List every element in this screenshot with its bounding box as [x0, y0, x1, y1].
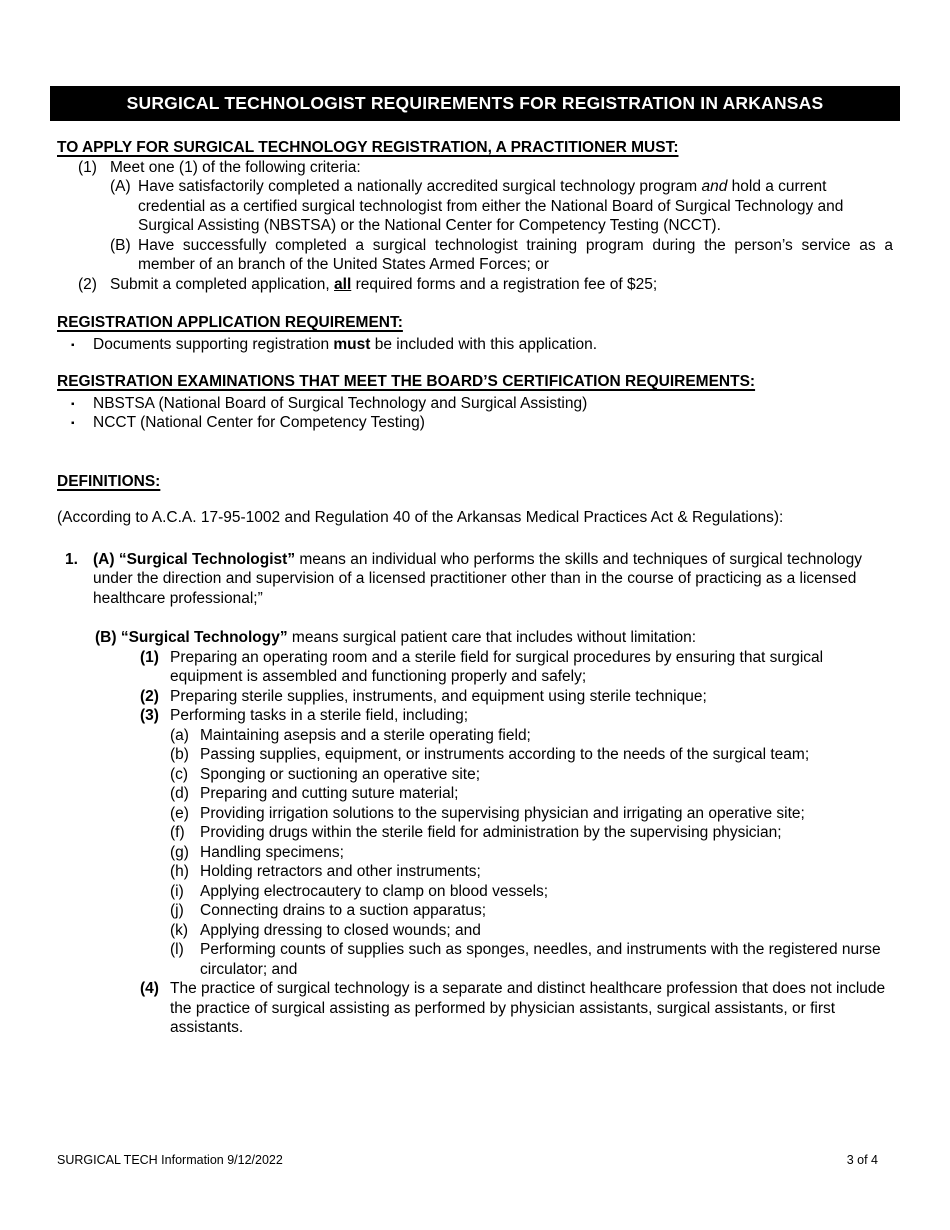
bullet-icon: ▪ [71, 418, 75, 429]
item-label: (d) [170, 785, 189, 802]
item-text: Connecting drains to a suction apparatus; [200, 902, 487, 919]
item-text: Performing counts of supplies such as sponges, needles, and instruments with the registered nurse circulator; and [200, 941, 881, 978]
list-item [57, 804, 893, 824]
item-text: Holding retractors and other instruments; [200, 863, 481, 880]
list-item [57, 236, 893, 275]
item-label: (B) [110, 236, 131, 254]
item-label: (f) [170, 824, 185, 841]
item-label: (i) [170, 882, 184, 900]
section-heading-application-requirement: REGISTRATION APPLICATION REQUIREMENT: [57, 314, 403, 331]
item-text: Performing tasks in a sterile field, including; [170, 707, 469, 724]
title-banner [50, 86, 900, 121]
item-label: (g) [170, 843, 189, 861]
bullet-item [57, 335, 893, 355]
item-text: Documents supporting registration must be included with this application. [93, 335, 598, 353]
item-label: (2) [78, 275, 97, 293]
list-item [57, 862, 893, 882]
list-item [57, 823, 893, 843]
item-label: (2) [140, 687, 159, 705]
section-heading-apply: TO APPLY FOR SURGICAL TECHNOLOGY REGISTRATION, A PRACTITIONER MUST: [57, 139, 679, 156]
list-item [57, 648, 893, 687]
list-item [57, 687, 893, 707]
item-text: Sponging or suctioning an operative site; [200, 765, 481, 783]
item-label: 1. [65, 550, 78, 568]
definition-item-A [57, 550, 893, 609]
item-text: Handling specimens; [200, 843, 344, 861]
item-label: (c) [170, 765, 189, 783]
item-text: (A) “Surgical Technologist” means an individual who performs the skills and techniques of surgical technology under the direction and supervision of a licensed practitioner other than in the course of practicing as a licensed healthcare professional;” [93, 550, 863, 607]
page-footer [57, 1153, 878, 1167]
item-text: Preparing and cutting suture material; [200, 785, 459, 802]
definition-item-B [57, 628, 893, 648]
item-text: NCCT (National Center for Competency Testing) [93, 414, 425, 431]
list-item [57, 843, 893, 863]
item-label: (h) [170, 863, 189, 880]
item-text: Applying dressing to closed wounds; and [200, 921, 481, 939]
list-item [57, 765, 893, 785]
item-text: Providing irrigation solutions to the supervising physician and irrigating an operative site; [200, 804, 805, 822]
list-item [57, 882, 893, 902]
list-item [57, 784, 893, 804]
list-item [57, 921, 893, 941]
list-item [57, 275, 893, 295]
item-label: (b) [170, 746, 189, 763]
item-text: Passing supplies, equipment, or instruments according to the needs of the surgical team; [200, 746, 810, 763]
item-text: Maintaining asepsis and a sterile operating field; [200, 726, 531, 744]
item-label: (4) [140, 980, 159, 997]
list-item [57, 901, 893, 921]
list-item [57, 940, 893, 979]
list-item [57, 979, 893, 1038]
item-text: Applying electrocautery to clamp on blood vessels; [200, 882, 549, 900]
bullet-icon: ▪ [71, 398, 75, 410]
item-label: (j) [170, 902, 184, 919]
footer-left: SURGICAL TECH Information 9/12/2022 [57, 1153, 283, 1167]
list-item [57, 158, 893, 178]
item-label: (a) [170, 726, 189, 744]
item-label: (A) [110, 178, 131, 195]
item-text: Have satisfactorily completed a nationally accredited surgical technology program and hold a current credential as a certified surgical technologist from either the National Board of Surgical Technology and Surgical Assisting (NBSTSA) or the National Center for Competency Testing (NCCT). [138, 178, 844, 234]
item-text: The practice of surgical technology is a separate and distinct healthcare profession that does not include the practice of surgical assisting as performed by physician assistants, surgical assistants, or first assistants. [170, 980, 886, 1036]
list-item [57, 745, 893, 765]
item-label: (l) [170, 941, 184, 958]
bullet-item [57, 413, 893, 433]
item-text: Have successfully completed a surgical technologist training program during the person’s service as a member of an branch of the United States Armed Forces; or [138, 236, 893, 273]
section-heading-examinations: REGISTRATION EXAMINATIONS THAT MEET THE BOARD’S CERTIFICATION REQUIREMENTS: [57, 373, 756, 390]
footer-right-page-number: 3 of 4 [846, 1153, 878, 1167]
definitions-intro: (According to A.C.A. 17-95-1002 and Regulation 40 of the Arkansas Medical Practices Act & Regulations): [57, 509, 784, 526]
list-item [57, 177, 893, 236]
item-text: (B) “Surgical Technology” means surgical patient care that includes without limitation: [95, 629, 696, 646]
section-heading-definitions: DEFINITIONS: [57, 472, 161, 490]
item-text: Meet one (1) of the following criteria: [110, 158, 361, 176]
item-text: Providing drugs within the sterile field for administration by the supervising physician; [200, 824, 782, 841]
item-label: (e) [170, 804, 189, 822]
list-item [57, 706, 893, 726]
bullet-icon: ▪ [71, 339, 75, 351]
page-title: SURGICAL TECHNOLOGIST REQUIREMENTS FOR REGISTRATION IN ARKANSAS [126, 93, 824, 113]
item-text: Preparing sterile supplies, instruments, and equipment using sterile technique; [170, 687, 707, 705]
item-label: (1) [140, 648, 159, 666]
item-text: Submit a completed application, all required forms and a registration fee of $25; [110, 275, 658, 293]
bullet-item [57, 394, 893, 414]
document-body [57, 138, 893, 1038]
list-item [57, 726, 893, 746]
item-label: (3) [140, 707, 159, 724]
item-label: (1) [78, 158, 97, 176]
item-text: Preparing an operating room and a sterile field for surgical procedures by ensuring that surgical equipment is assembled and functioning properly and safely; [170, 648, 824, 685]
item-text: NBSTSA (National Board of Surgical Technology and Surgical Assisting) [93, 394, 588, 412]
item-label: (k) [170, 921, 189, 939]
